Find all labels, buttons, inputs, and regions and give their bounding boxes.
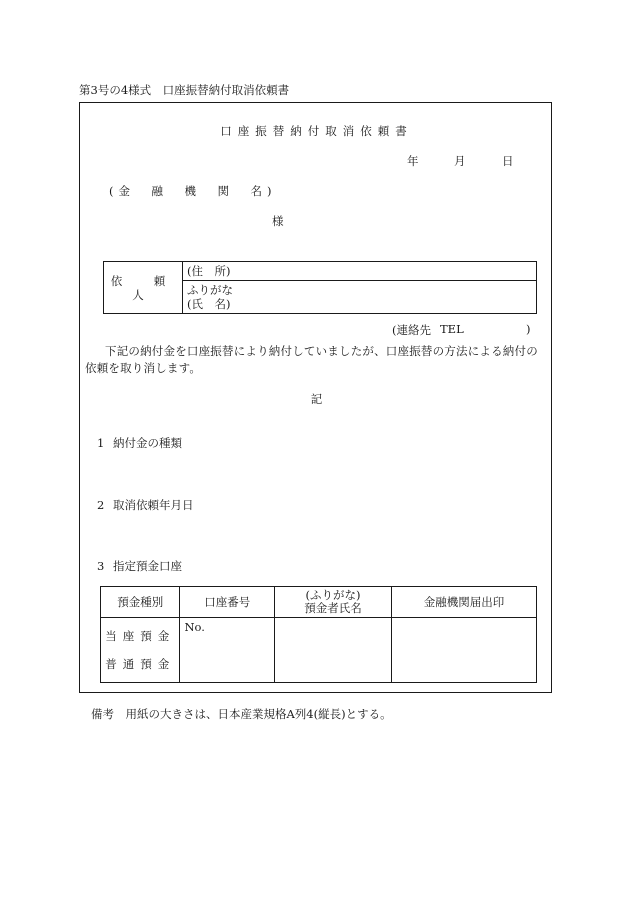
form-id-label: 第3号の4様式 口座振替納付取消依頼書	[79, 83, 290, 97]
remark-note: 備考 用紙の大きさは、日本産業規格A列4(縦長)とする。	[91, 707, 392, 721]
date-day-label: 日	[502, 154, 514, 168]
item-cancel-date	[97, 497, 194, 513]
item-payment-type	[97, 435, 182, 451]
account-table	[100, 586, 537, 683]
form-frame	[79, 102, 552, 693]
contact-open-label: (連絡先	[392, 323, 431, 337]
item-label: 取消依頼年月日	[113, 498, 194, 512]
holder-label: 預金者氏名	[304, 601, 362, 615]
number-prefix: No.	[184, 620, 205, 634]
furigana-label: ふりがな	[187, 283, 233, 297]
requester-name-field[interactable]	[183, 281, 537, 314]
header-registered-seal: 金融機関届出印	[392, 587, 537, 618]
item-number: 1	[97, 436, 105, 450]
date-year-label: 年	[407, 154, 419, 168]
type-current-deposit[interactable]: 当座預金	[105, 629, 176, 643]
ki-label: 記	[310, 392, 323, 406]
contact-tel-label: TEL	[440, 322, 464, 336]
honorific-label: 様	[272, 214, 284, 228]
item-label: 納付金の種類	[113, 436, 182, 450]
header-account-number: 口座番号	[180, 587, 274, 618]
requester-table	[103, 261, 537, 314]
item-number: 2	[97, 498, 105, 512]
requester-address-field[interactable]	[183, 262, 537, 281]
contact-close-label: )	[526, 322, 531, 336]
holder-furigana-label: (ふりがな)	[305, 588, 361, 602]
item-label: 指定預金口座	[113, 559, 182, 573]
bank-name-label: (金 融 機 関 名)	[109, 184, 277, 198]
form-title: 口座振替納付取消依頼書	[220, 124, 413, 138]
header-deposit-type: 預金種別	[101, 587, 180, 618]
name-label: (氏 名)	[187, 297, 231, 311]
item-number: 3	[97, 559, 105, 573]
type-ordinary-deposit[interactable]: 普通預金	[105, 657, 176, 671]
deposit-type-cell[interactable]	[101, 618, 180, 683]
body-text: 下記の納付金を口座振替により納付していましたが、口座振替の方法による納付の依頼を取り消します。	[85, 344, 538, 375]
requester-label: 依 頼 人	[104, 262, 183, 314]
account-holder-field[interactable]	[274, 618, 391, 683]
item-designated-account	[97, 558, 182, 574]
registered-seal-field[interactable]	[392, 618, 537, 683]
header-account-holder	[274, 587, 391, 618]
date-month-label: 月	[454, 154, 466, 168]
address-label: (住 所)	[187, 264, 231, 278]
account-number-field[interactable]	[180, 618, 274, 683]
